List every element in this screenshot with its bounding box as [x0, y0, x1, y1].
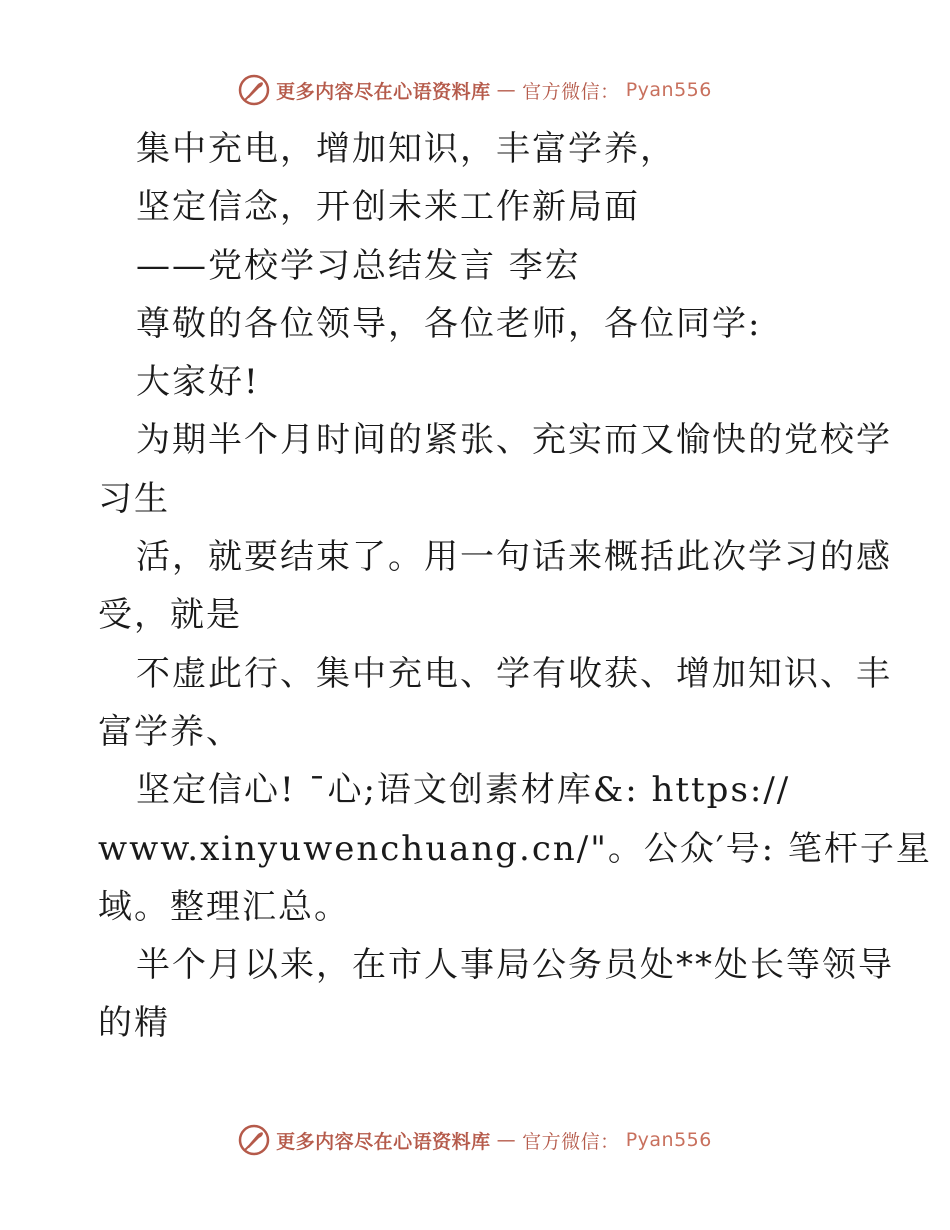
- footer-banner-handle: Pyan556: [625, 1129, 712, 1151]
- paragraph-line: 域。整理汇总。: [98, 886, 350, 927]
- footer-banner: [0, 1120, 950, 1160]
- paragraph-line: 半个月以来，在市人事局公务员处**处长等领导: [136, 945, 894, 986]
- subtitle-line: ——党校学习总结发言 李宏: [136, 245, 581, 286]
- paragraph-line: 为期半个月时间的紧张、充实而又愉快的党校学: [136, 420, 892, 461]
- header-banner: [0, 70, 950, 110]
- footer-banner-content: [238, 1124, 712, 1156]
- paragraph-line: 受，就是: [98, 595, 242, 636]
- salutation-line: 尊敬的各位领导，各位老师，各位同学:: [136, 303, 762, 344]
- paragraph-line: www.xinyuwenchuang.cn/"。公众′号: 笔杆子星: [98, 828, 932, 869]
- header-banner-content: [238, 74, 712, 106]
- header-banner-handle: Pyan556: [625, 79, 712, 101]
- document-body: [98, 120, 932, 1053]
- footer-banner-label: 官方微信：: [522, 1130, 620, 1153]
- paragraph-line: 活，就要结束了。用一句话来概括此次学习的感: [136, 537, 892, 578]
- title-line-2: 坚定信念，开创未来工作新局面: [136, 187, 640, 228]
- title-line-1: 集中充电，增加知识，丰富学养，: [136, 129, 676, 169]
- header-banner-label: 官方微信：: [522, 80, 620, 103]
- paragraph-line: 习生: [98, 478, 170, 519]
- paragraph-line: 坚定信心! ¯心;语文创素材库&: https://: [136, 770, 791, 811]
- footer-banner-brand: 更多内容尽在心语资料库: [276, 1130, 491, 1153]
- paragraph-line: 不虚此行、集中充电、学有收获、增加知识、丰: [136, 653, 892, 694]
- paragraph-line: 的精: [98, 1003, 170, 1044]
- quill-logo-icon: [238, 1124, 270, 1156]
- header-banner-brand: 更多内容尽在心语资料库: [276, 80, 491, 103]
- footer-banner-separator: —: [496, 1129, 517, 1151]
- paragraph-line: 富学养、: [98, 711, 242, 752]
- quill-logo-icon: [238, 74, 270, 106]
- header-banner-separator: —: [496, 79, 517, 101]
- greeting-line: 大家好!: [136, 362, 260, 403]
